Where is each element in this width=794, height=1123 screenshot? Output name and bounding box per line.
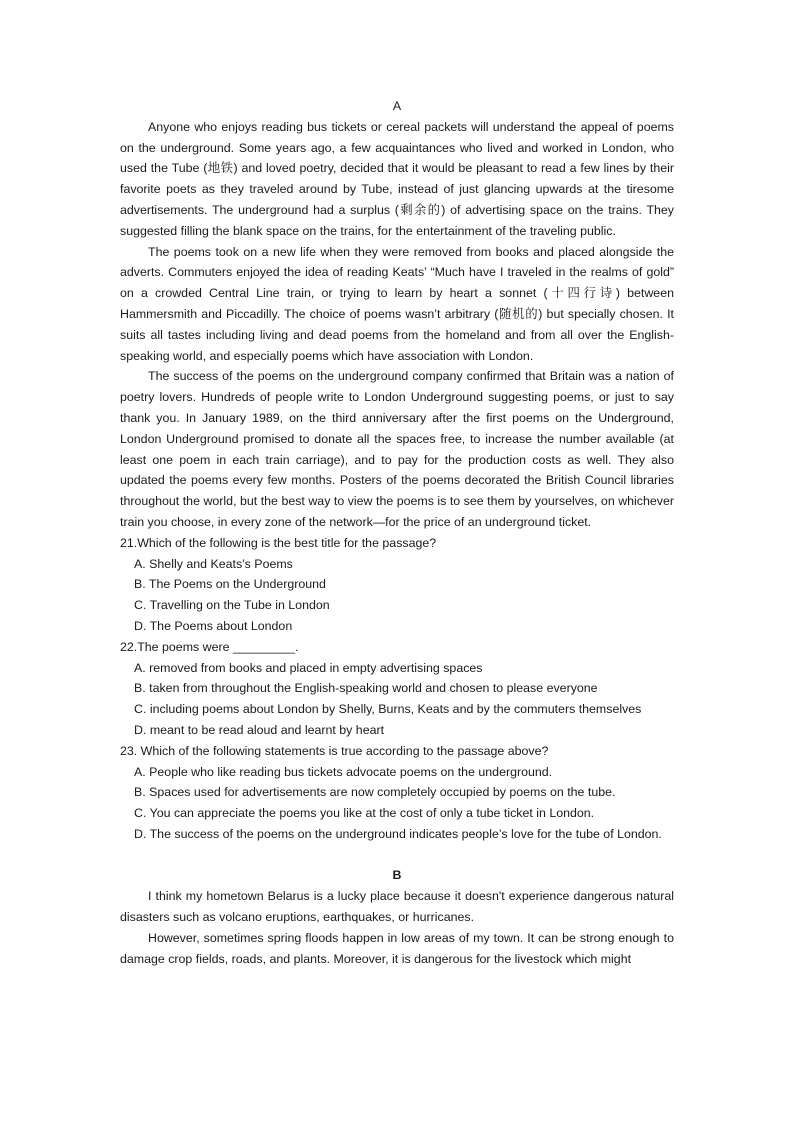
question-option: A. Shelly and Keats’s Poems bbox=[134, 556, 293, 571]
section-a-paragraph-1: Anyone who enjoys reading bus tickets or cereal packets will understand the appeal of poems on the underground. Some years ago, a few acquaintances who lived and worked in London, who used the Tube (地铁) and loved poetry, decided that it would be pleasant to read a few lines by their favorite poets as they traveled around by Tube, instead of just glancing upwards at the tiresome advertisements. The underground had a surplus (剩余的) of advertising space on the trains. They suggested filling the blank space on the trains, for the entertainment of the traveling public. bbox=[120, 119, 674, 238]
question-option: A. removed from books and placed in empty advertising spaces bbox=[134, 660, 483, 675]
question-option: D. meant to be read aloud and learnt by heart bbox=[134, 722, 385, 737]
section-a-paragraph-2: The poems took on a new life when they were removed from books and placed alongside the adverts. Commuters enjoyed the idea of reading Keats’ “Much have I traveled in the realms of gold” on a crowded Central Line train, or trying to learn by heart a sonnet (十四行诗) between Hammersmith and Piccadilly. The choice of poems wasn’t arbitrary (随机的) but specially chosen. It suits all tastes including living and dead poems from the homeland and from all over the English-speaking world, and especially poems which have association with London. bbox=[120, 244, 674, 363]
question-23 bbox=[120, 741, 674, 845]
question-option: D. The Poems about London bbox=[134, 618, 293, 633]
question-stem: 22.The poems were _________. bbox=[120, 639, 299, 654]
section-b-label: B bbox=[392, 868, 402, 883]
question-21 bbox=[120, 533, 674, 637]
section-a-paragraph-3: The success of the poems on the underground company confirmed that Britain was a nation of poetry lovers. Hundreds of people write to London Underground suggesting poems, or just to say thank you. In January 1989, on the third anniversary after the first poems on the Underground, London Underground promised to donate all the spaces free, to increase the number available (at least one poem in each train carriage), and to pay for the production costs as well. They also updated the poems every few months. Posters of the poems decorated the British Council libraries throughout the world, but the best way to view the poems is to see them by yourselves, on whichever train you choose, in every zone of the network—for the price of an underground ticket. bbox=[120, 369, 674, 529]
section-b-paragraph-1: I think my hometown Belarus is a lucky place because it doesn't experience dangerous natural disasters such as volcano eruptions, earthquakes, or hurricanes. bbox=[120, 889, 674, 925]
question-option: B. Spaces used for advertisements are now completely occupied by poems on the tube. bbox=[134, 785, 616, 800]
question-stem: 21.Which of the following is the best title for the passage? bbox=[120, 535, 437, 550]
section-a-label: A bbox=[392, 99, 402, 113]
question-option: B. The Poems on the Underground bbox=[134, 577, 326, 592]
question-option: C. You can appreciate the poems you like at the cost of only a tube ticket in London. bbox=[134, 806, 595, 821]
question-stem: 23. Which of the following statements is true according to the passage above? bbox=[120, 743, 549, 758]
document-page bbox=[120, 96, 674, 969]
question-option: C. Travelling on the Tube in London bbox=[134, 598, 330, 613]
section-b-paragraph-2: However, sometimes spring floods happen in low areas of my town. It can be strong enough to damage crop fields, roads, and plants. Moreover, it is dangerous for the livestock which might bbox=[120, 930, 674, 966]
section-gap bbox=[120, 845, 674, 866]
question-22 bbox=[120, 637, 674, 741]
question-option: B. taken from throughout the English-speaking world and chosen to please everyone bbox=[134, 681, 598, 696]
question-option: D. The success of the poems on the underground indicates people’s love for the tube of London. bbox=[134, 826, 662, 841]
question-option: A. People who like reading bus tickets advocate poems on the underground. bbox=[134, 764, 553, 779]
question-option: C. including poems about London by Shelly, Burns, Keats and by the commuters themselves bbox=[134, 702, 642, 717]
